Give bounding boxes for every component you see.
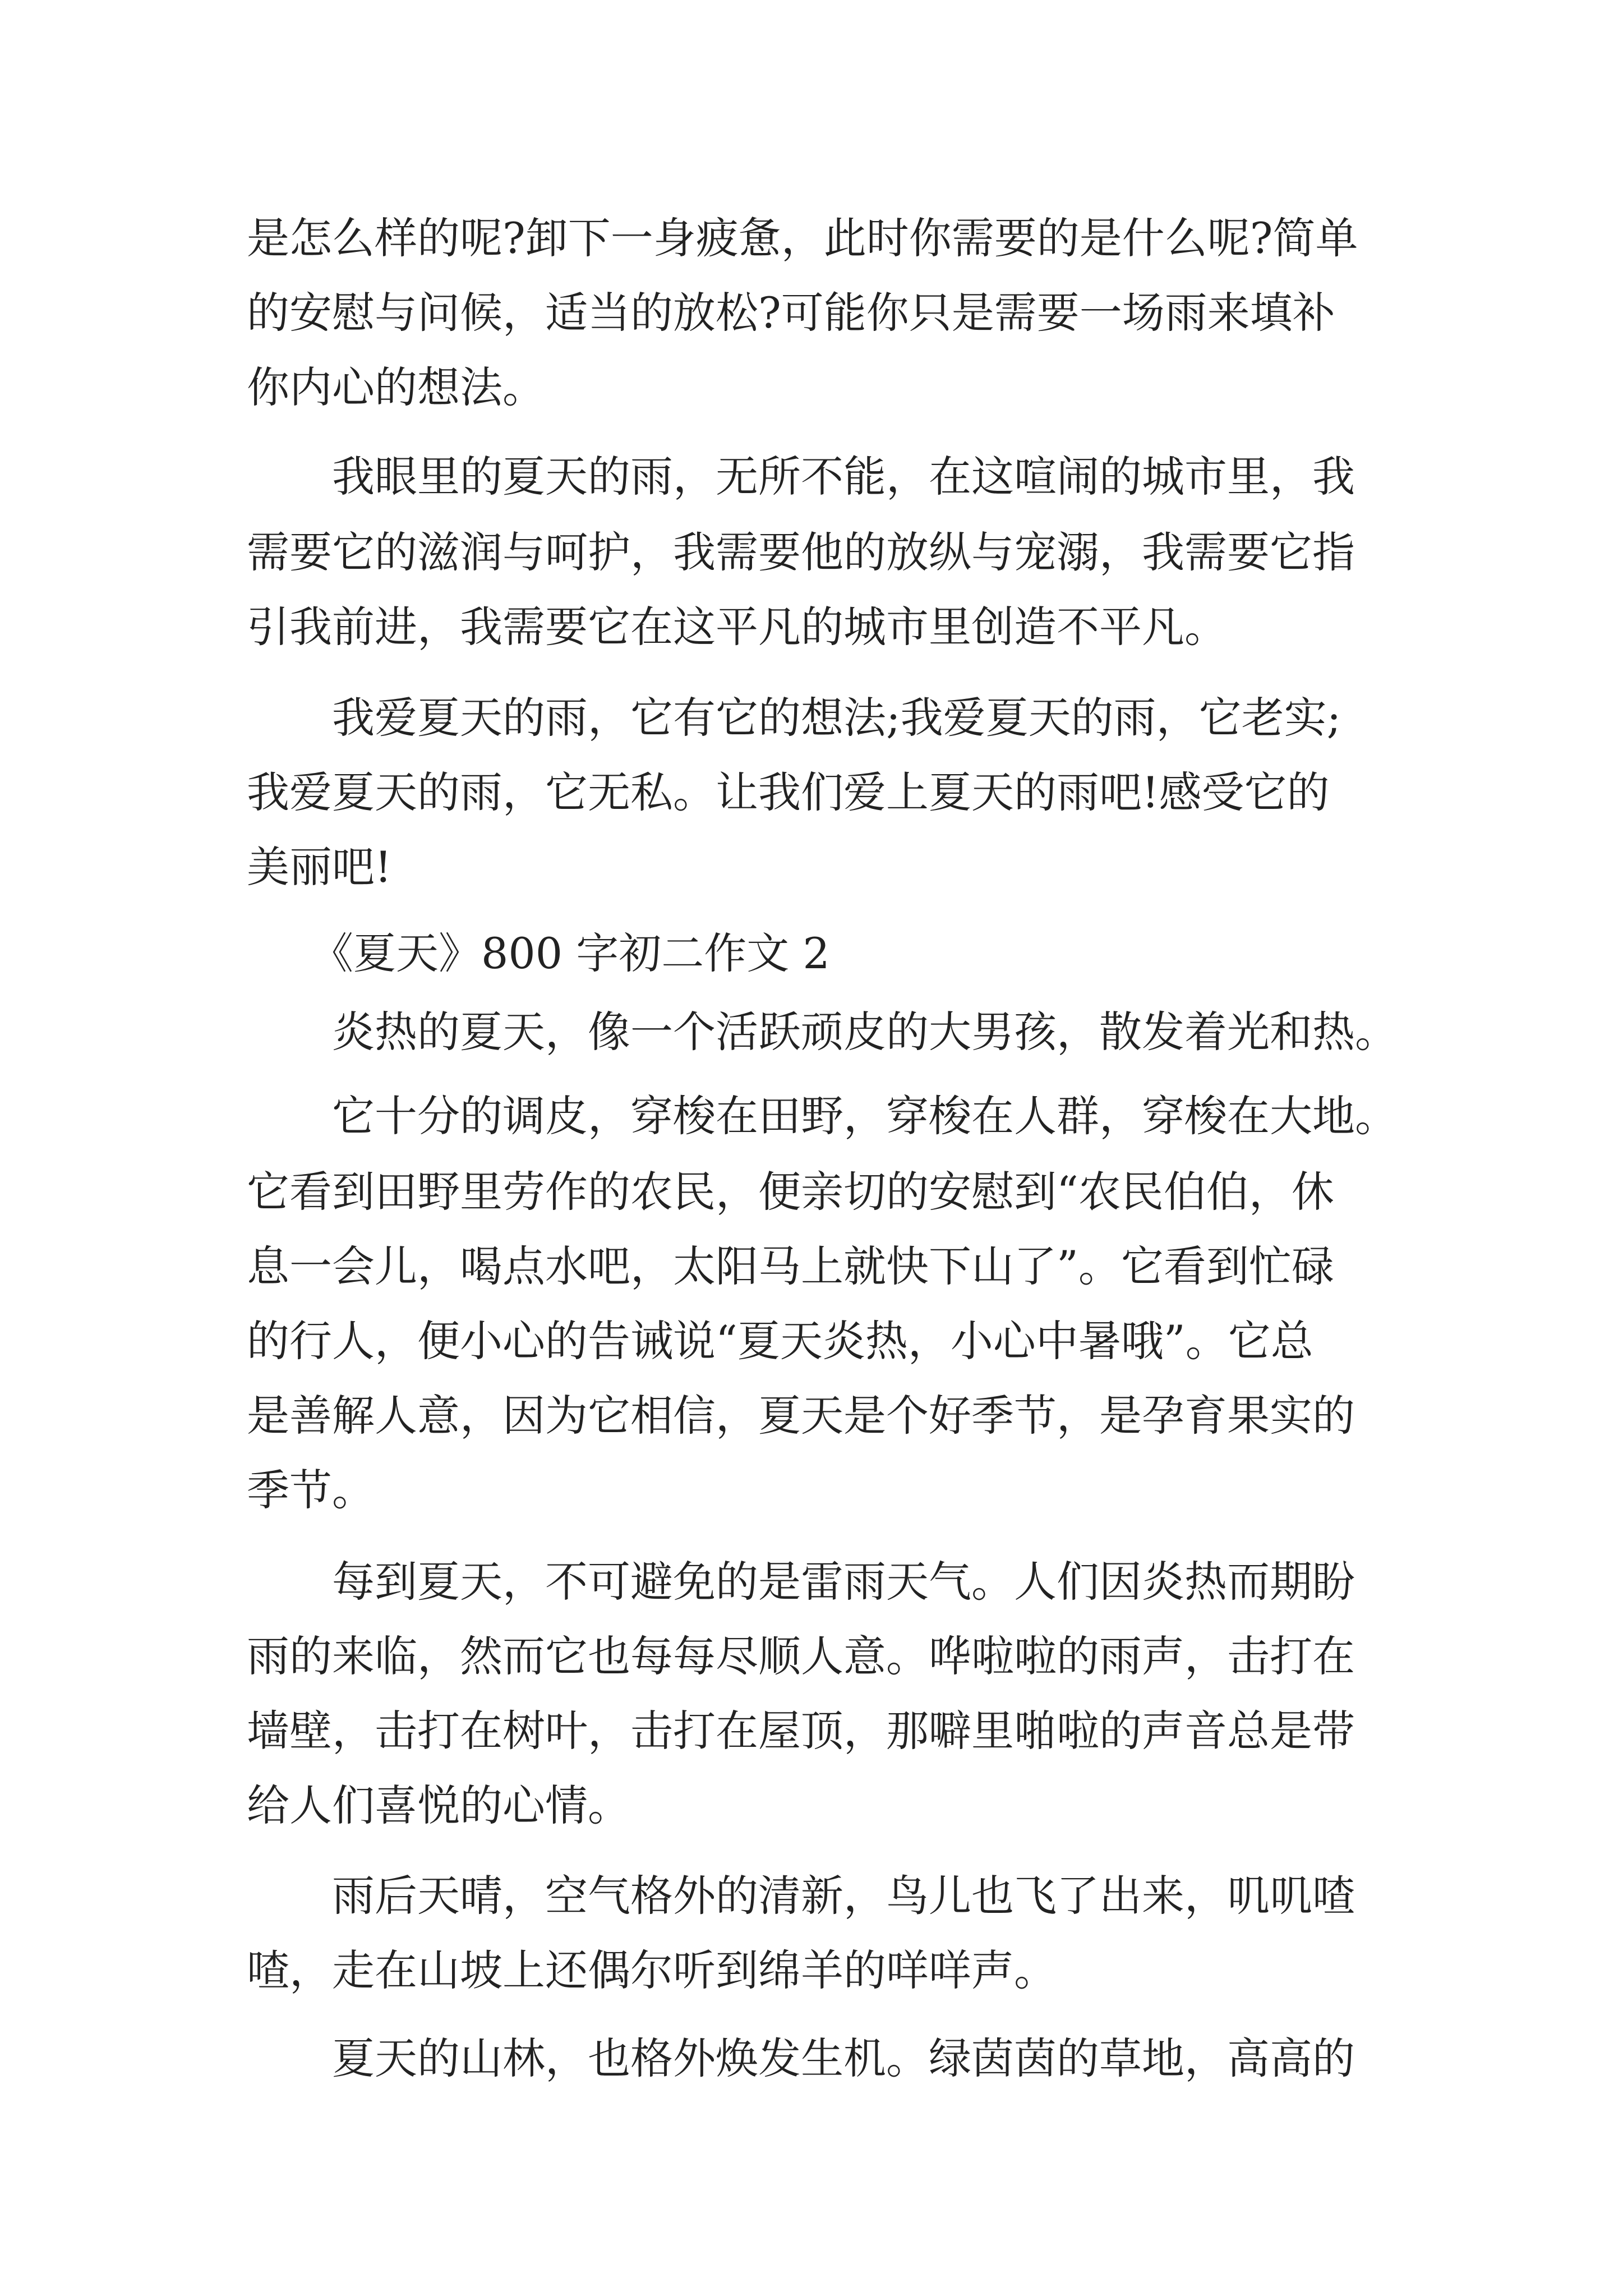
text-line: 是怎么样的呢?卸下一身疲惫，此时你需要的是什么呢?简单 xyxy=(247,213,1358,263)
text-line: 引我前进，我需要它在这平凡的城市里创造不平凡。 xyxy=(247,602,1227,652)
text-line: 雨的来临，然而它也每每尽顺人意。哗啦啦的雨声，击打在 xyxy=(247,1631,1355,1681)
text-line: 墙壁，击打在树叶，击打在屋顶，那噼里啪啦的声音总是带 xyxy=(247,1706,1355,1756)
text-line: 喳，走在山坡上还偶尔听到绵羊的咩咩声。 xyxy=(247,1945,1057,1995)
text-line: 的行人，便小心的告诫说“夏天炎热，小心中暑哦”。它总 xyxy=(247,1316,1313,1366)
text-line: 我眼里的夏天的雨，无所不能，在这喧闹的城市里，我 xyxy=(247,452,1355,501)
text-line: 我爱夏天的雨，它无私。让我们爱上夏天的雨吧!感受它的 xyxy=(247,767,1330,817)
text-line: 你内心的想法。 xyxy=(247,362,545,412)
text-line: 需要它的滋润与呵护，我需要他的放纵与宠溺，我需要它指 xyxy=(247,527,1355,577)
text-line: 夏天的山林，也格外焕发生机。绿茵茵的草地，高高的 xyxy=(247,2033,1355,2083)
text-line: 每到夏天，不可避免的是雷雨天气。人们因炎热而期盼 xyxy=(247,1557,1355,1607)
text-line: 美丽吧! xyxy=(247,842,392,892)
section-heading: 《夏天》800 字初二作文 2 xyxy=(247,928,830,978)
text-line: 我爱夏天的雨，它有它的想法;我爱夏天的雨，它老实; xyxy=(247,693,1341,743)
text-line: 息一会儿，喝点水吧，太阳马上就快下山了”。它看到忙碌 xyxy=(247,1241,1334,1291)
text-line: 雨后天晴，空气格外的清新，鸟儿也飞了出来，叽叽喳 xyxy=(247,1871,1355,1921)
text-line: 炎热的夏天，像一个活跃顽皮的大男孩，散发着光和热。 xyxy=(247,1007,1398,1057)
text-line: 是善解人意，因为它相信，夏天是个好季节，是孕育果实的 xyxy=(247,1391,1355,1441)
text-line: 它十分的调皮，穿梭在田野，穿梭在人群，穿梭在大地。 xyxy=(247,1091,1398,1141)
text-line: 给人们喜悦的心情。 xyxy=(247,1780,630,1830)
text-line: 季节。 xyxy=(247,1465,375,1515)
text-line: 它看到田野里劳作的农民，便亲切的安慰到“农民伯伯，休 xyxy=(247,1167,1334,1217)
text-line: 的安慰与问候，适当的放松?可能你只是需要一场雨来填补 xyxy=(247,288,1335,338)
